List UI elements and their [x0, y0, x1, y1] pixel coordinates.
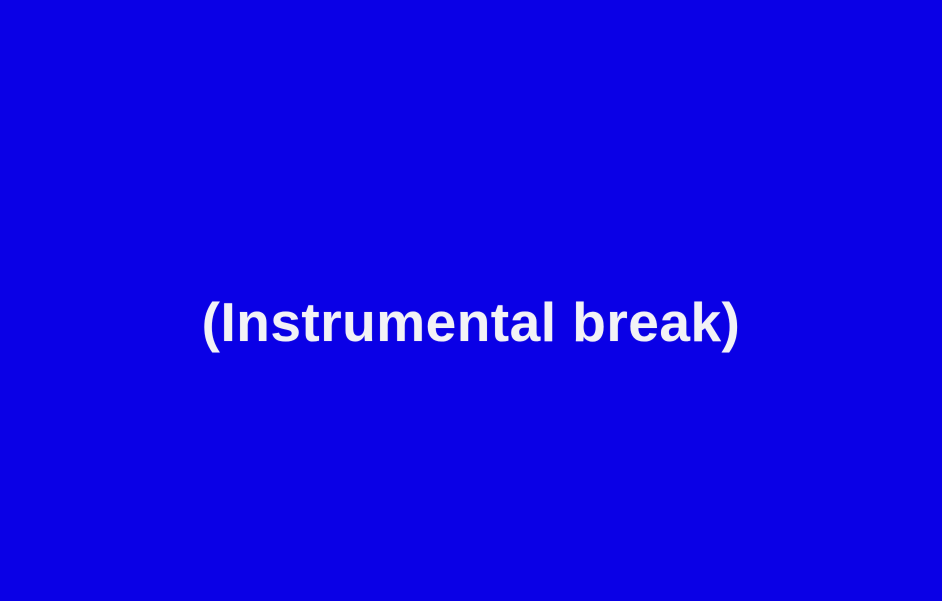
- lyric-caption: (Instrumental break): [201, 291, 741, 353]
